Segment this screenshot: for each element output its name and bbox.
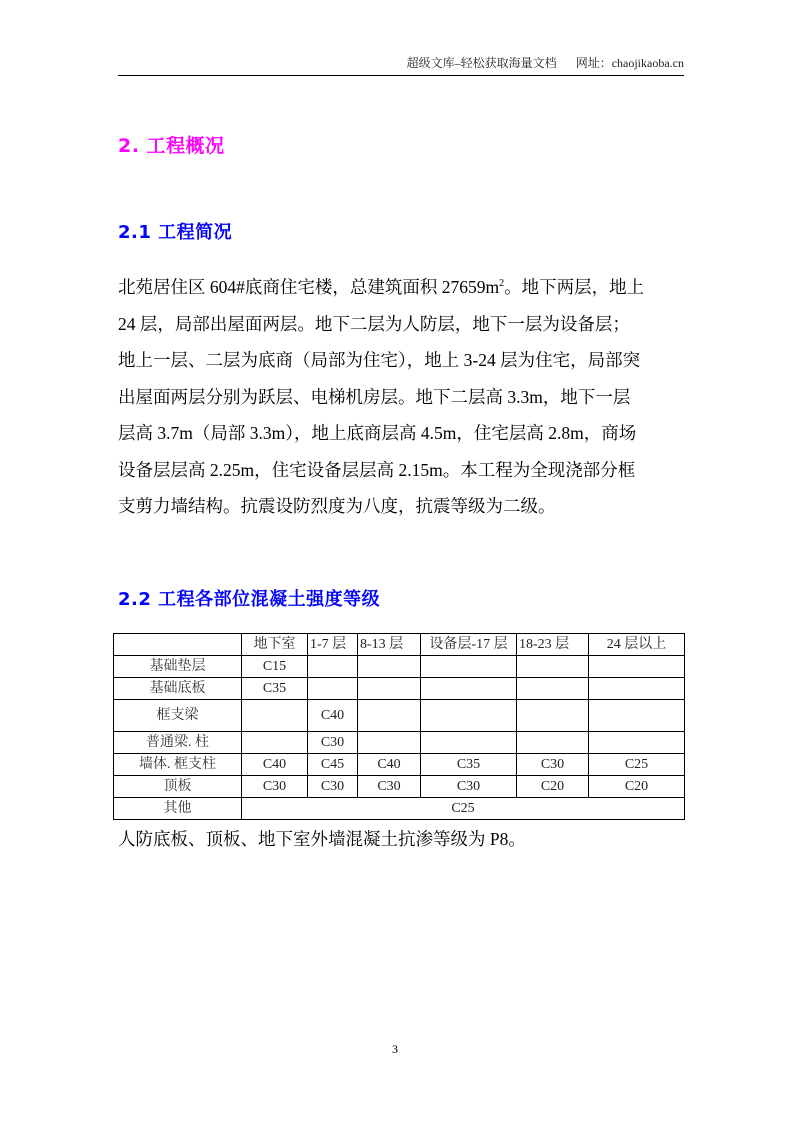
impermeability-note: 人防底板、顶板、地下室外墙混凝土抗渗等级为 P8。 [118,829,526,849]
table-row [114,656,685,678]
table-cell: C25 [589,754,685,776]
paragraph-line: 24 层，局部出屋面两层。地下二层为人防层，地下一层为设备层； [118,313,630,334]
header-cell: 地下室 [242,634,308,656]
row-label: 墙体. 框支柱 [114,754,242,776]
table-cell: C45 [308,754,358,776]
table-row [114,678,685,700]
table-cell [358,700,421,732]
row-label: 基础垫层 [114,656,242,678]
header-cell [114,634,242,656]
table-cell [308,656,358,678]
table-cell: C20 [517,776,589,798]
table-cell [308,678,358,700]
table-cell [589,678,685,700]
table-cell: C35 [242,678,308,700]
page-number: 3 [392,1042,398,1056]
paragraph-line: 地上一层、二层为底商（局部为住宅），地上 3-24 层为住宅，局部突 [118,350,641,370]
row-label: 其他 [114,798,242,820]
table-cell: C30 [308,776,358,798]
section-title: 2. 工程概况 [118,135,225,157]
table-header-row [114,634,685,656]
table-row [114,754,685,776]
table-cell: C40 [358,754,421,776]
header-cell: 1-7 层 [308,634,358,656]
table-cell [242,732,308,754]
table-cell [421,700,517,732]
table-cell: C15 [242,656,308,678]
page-header [118,54,684,76]
table-cell [517,732,589,754]
table-cell: C30 [308,732,358,754]
subsection-title-concrete-grades: 2.2 工程各部位混凝土强度等级 [118,589,381,610]
paragraph-line: 层高 3.7m（局部 3.3m），地上底商层高 4.5m，住宅层高 2.8m，商场 [118,423,637,443]
table-cell [358,732,421,754]
table-cell [589,656,685,678]
header-cell: 设备层-17 层 [421,634,517,656]
table-cell: C30 [358,776,421,798]
table-cell [421,732,517,754]
paragraph-line: 出屋面两层分别为跃层、电梯机房层。地下二层高 3.3m，地下一层 [118,386,631,407]
header-site-name: 超级文库–轻松获取海量文档 [406,56,557,70]
table-cell: C30 [421,776,517,798]
table-cell [421,656,517,678]
table-cell: C40 [308,700,358,732]
table-cell [242,700,308,732]
table-cell: C30 [242,776,308,798]
subsection-title-overview: 2.1 工程简况 [118,222,233,243]
paragraph-line: 支剪力墙结构。抗震设防烈度为八度，抗震等级为二级。 [118,496,556,516]
table-cell [589,732,685,754]
table-cell: C30 [517,754,589,776]
table-cell: C20 [589,776,685,798]
header-cell: 18-23 层 [517,634,589,656]
table-cell: C35 [421,754,517,776]
table-row [114,776,685,798]
row-label: 顶板 [114,776,242,798]
row-label: 基础底板 [114,678,242,700]
table-cell [421,678,517,700]
table-cell [358,678,421,700]
header-url: 网址：chaojikaoba.cn [575,56,684,70]
table-cell [517,678,589,700]
row-label: 普通梁. 柱 [114,732,242,754]
paragraph-line: 设备层层高 2.25m，住宅设备层层高 2.15m。本工程为全现浇部分框 [118,459,636,480]
table-cell [517,700,589,732]
table-cell [358,656,421,678]
table-cell: C40 [242,754,308,776]
row-label: 框支梁 [114,700,242,732]
overview-paragraph [118,269,688,525]
table-row [114,732,685,754]
header-cell: 24 层以上 [589,634,685,656]
concrete-grade-table [113,633,685,820]
header-cell: 8-13 层 [358,634,421,656]
table-cell-merged: C25 [242,798,685,820]
table-cell [589,700,685,732]
table-row [114,700,685,732]
table-cell [517,656,589,678]
table-row [114,798,685,820]
paragraph-line: 北苑居住区 604#底商住宅楼，总建筑面积 $27659m^2$。地下两层，地上 [118,277,645,297]
